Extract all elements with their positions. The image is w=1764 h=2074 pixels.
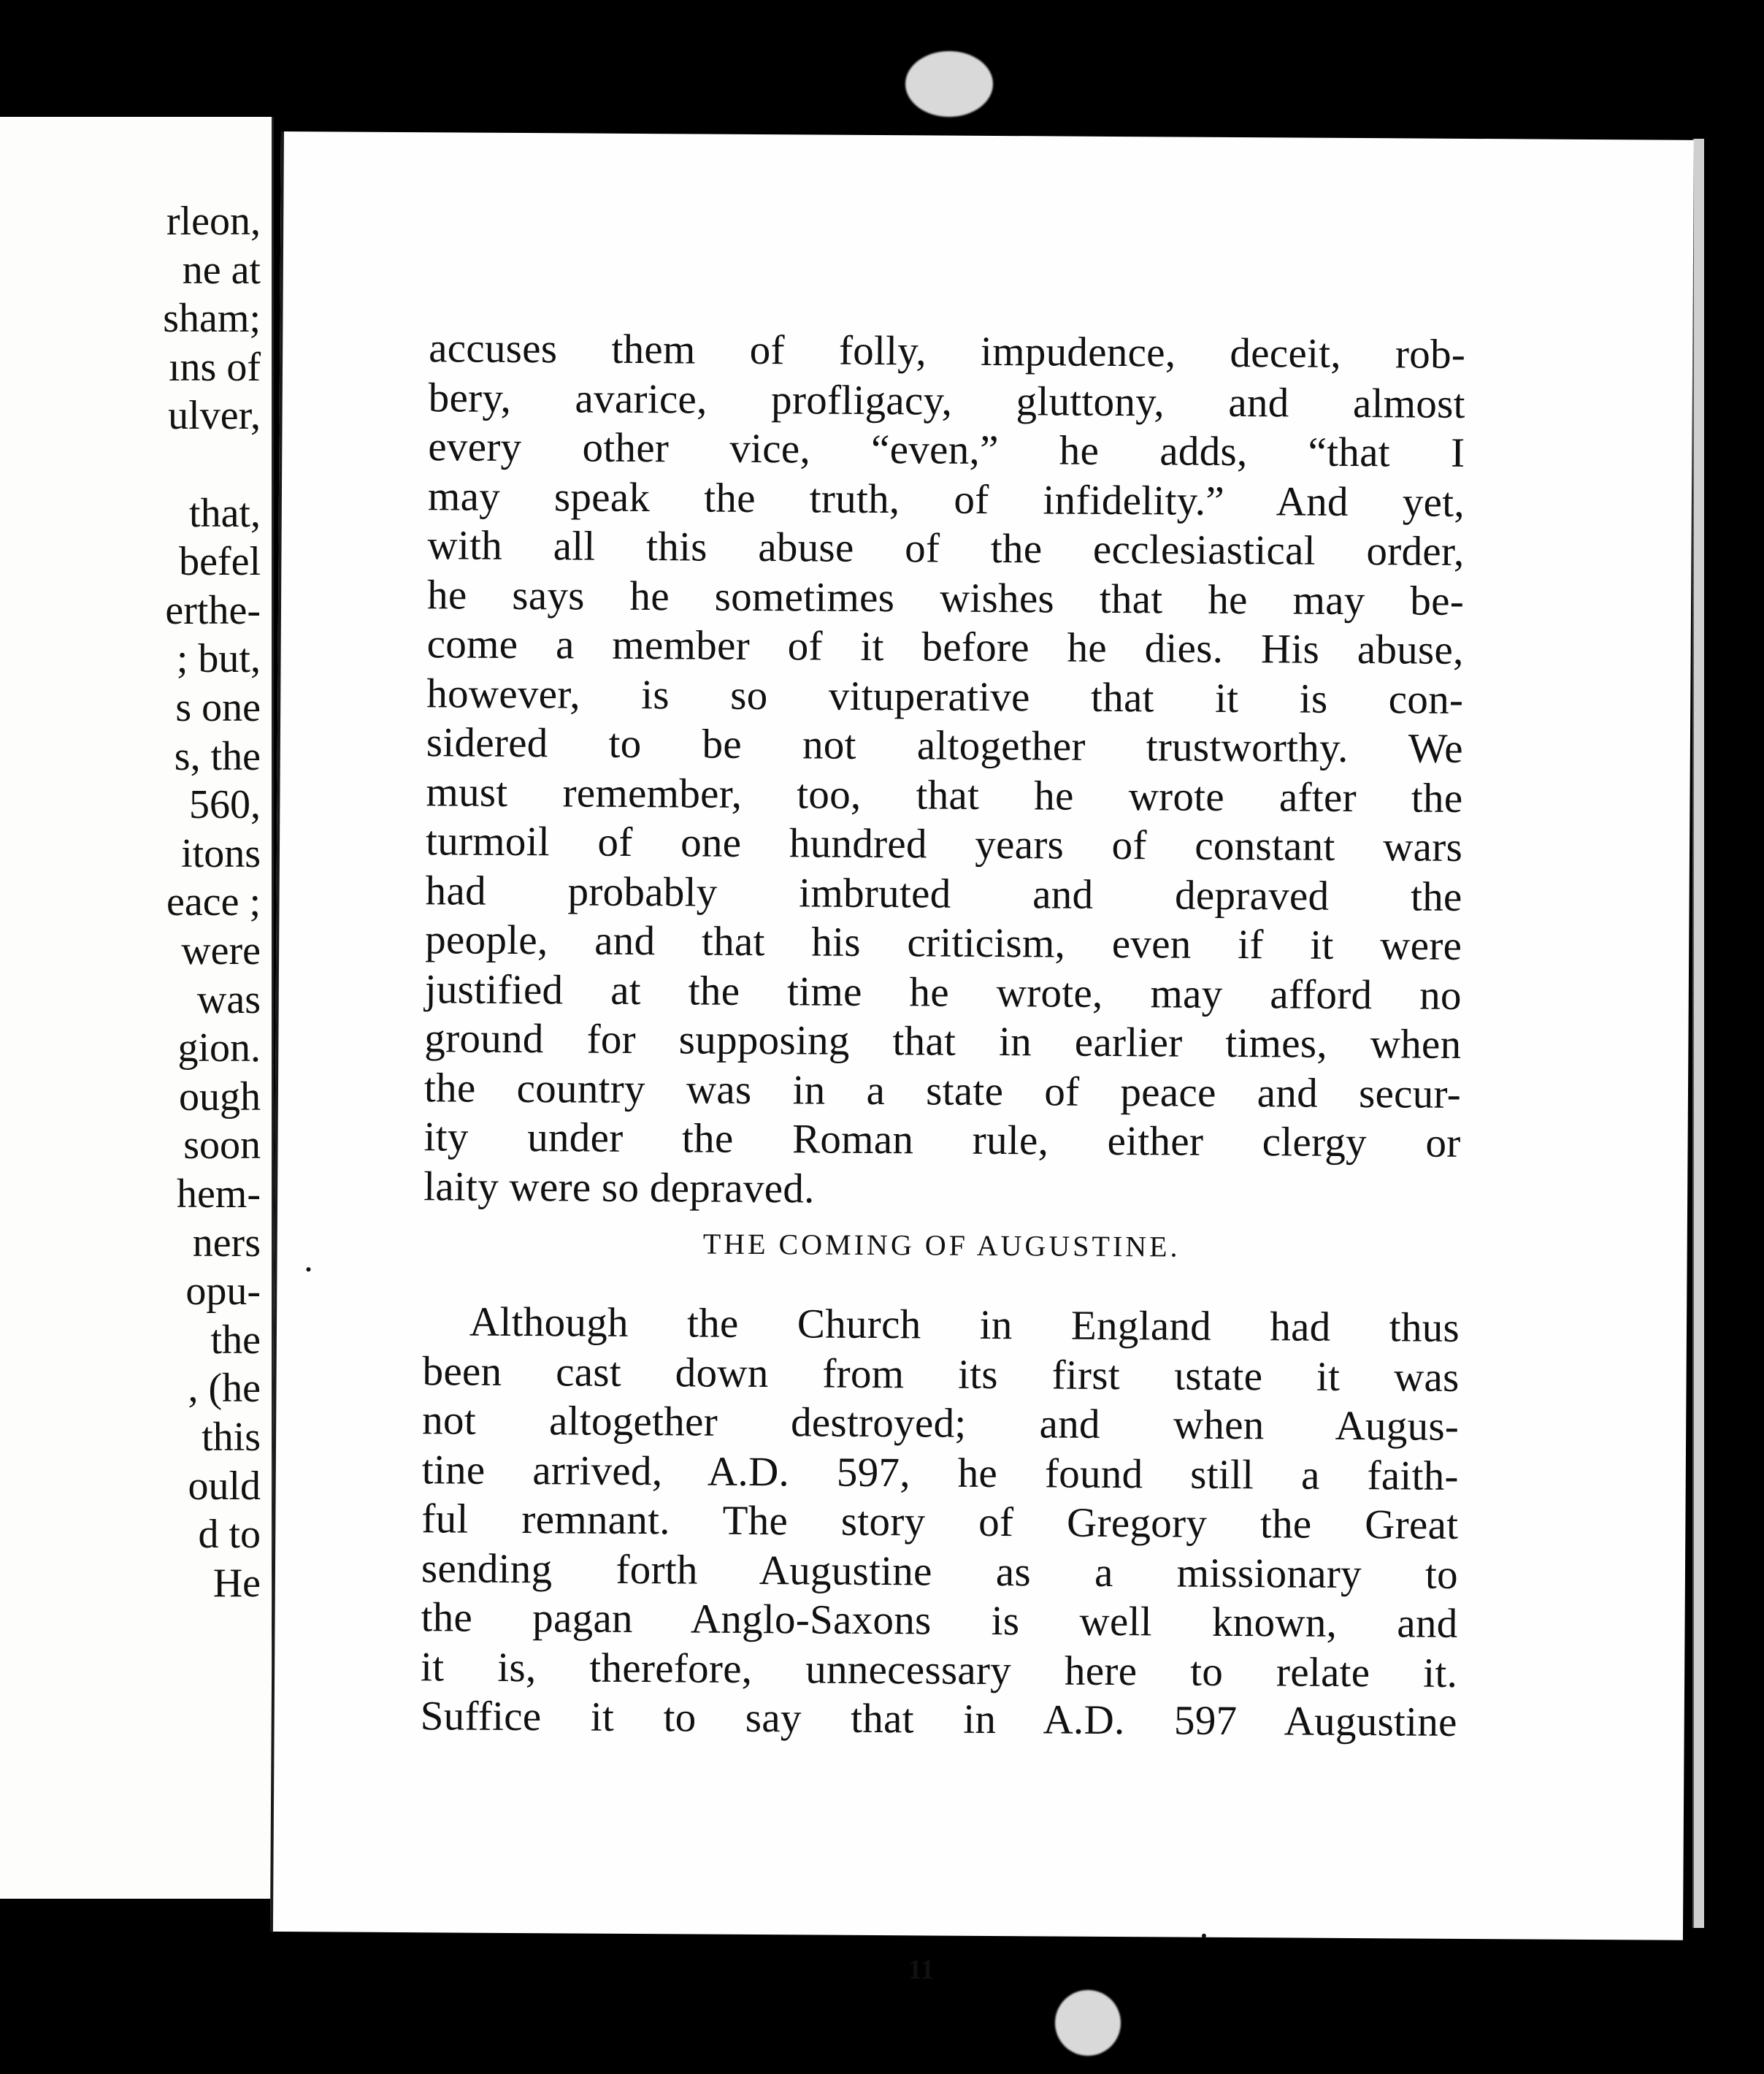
facing-page-line: He xyxy=(212,1560,261,1606)
page-edge xyxy=(1692,139,1704,1928)
facing-page-line: this xyxy=(202,1415,261,1460)
facing-page-line: ne at xyxy=(182,247,261,293)
text-line: been cast down from its first ιstate it was xyxy=(422,1347,1460,1401)
facing-page-line: ough xyxy=(179,1074,261,1120)
text-line: he says he sometimes wishes that he may be- xyxy=(426,571,1465,624)
text-line: every other vice, “even,” he adds, “that I xyxy=(428,424,1465,476)
text-line: not altogether destroyed; and when Augus- xyxy=(422,1397,1460,1450)
facing-page-line: soon xyxy=(183,1122,261,1168)
text-line: the pagan Anglo-Saxons is well known, and xyxy=(421,1594,1458,1647)
text-line: sending forth Augustine as a missionary to xyxy=(421,1545,1459,1598)
text-line: may speak the truth, of infidelity.” And yet, xyxy=(427,472,1465,526)
text-line: however, is so vituperative that it is con- xyxy=(426,670,1464,723)
facing-page-line: befel xyxy=(179,539,261,585)
text-line: Suffice it to say that in A.D. 597 Augustine xyxy=(420,1693,1457,1745)
text-line: must remember, too, that he wrote after the xyxy=(426,768,1463,822)
page-number: 11 xyxy=(908,1954,935,1986)
facing-page-line: itons xyxy=(181,830,261,876)
facing-page-line: ulver, xyxy=(168,393,261,439)
facing-page-line: erthe- xyxy=(165,587,261,633)
facing-page-line: gion. xyxy=(177,1025,261,1071)
facing-page-line: ners xyxy=(192,1220,261,1266)
text-line: ful remnant. The story of Gregory the Great xyxy=(421,1496,1459,1548)
book-page xyxy=(270,131,1694,1986)
paragraph-1 xyxy=(423,324,1465,1217)
text-line: turmoil of one hundred years of constant wars xyxy=(425,818,1463,870)
margin-mark xyxy=(306,1267,310,1271)
facing-page-line: ould xyxy=(188,1463,261,1509)
facing-page-text xyxy=(0,117,272,1899)
text-line: tine arrived, A.D. 597, he found still a faith- xyxy=(421,1446,1459,1499)
text-line: sidered to be not altogether trustworthy. We xyxy=(426,719,1464,772)
text-line: ity under the Roman rule, either clergy or xyxy=(423,1114,1461,1166)
facing-page-line: d to xyxy=(198,1512,261,1558)
text-line: had probably imbruted and depraved the xyxy=(425,867,1462,920)
text-line: bery, avarice, profligacy, gluttony, and almost xyxy=(428,374,1465,427)
margin-mark xyxy=(1202,1934,1206,1938)
dust-speck-bottom xyxy=(1055,1990,1121,2056)
text-line: laity were so depraved. xyxy=(423,1163,815,1212)
dust-speck-top xyxy=(905,51,993,117)
facing-page-line: 560, xyxy=(189,782,261,828)
text-line: justified at the time he wrote, may afford no xyxy=(424,965,1462,1019)
facing-page-line: s one xyxy=(175,685,261,730)
facing-page-line: hem- xyxy=(176,1171,261,1217)
text-line: people, and that his criticism, even if it were xyxy=(425,917,1462,969)
facing-page-line: ıns of xyxy=(169,344,261,390)
facing-page-line: rleon, xyxy=(166,199,261,244)
text-line: accuses them of folly, impudence, deceit, rob- xyxy=(428,325,1466,378)
facing-page-left xyxy=(0,117,274,1899)
facing-page-line: eace ; xyxy=(166,879,261,925)
facing-page-line: s, the xyxy=(174,733,261,779)
text-line: ground for supposing that in earlier times, when xyxy=(424,1015,1462,1068)
facing-page-line: ; but, xyxy=(176,636,261,682)
facing-page-line: opu- xyxy=(185,1268,261,1315)
text-line: it is, therefore, unnecessary here to relate it. xyxy=(420,1643,1458,1696)
text-line: Although the Church in England had thus xyxy=(469,1298,1460,1351)
facing-page-line: that, xyxy=(189,490,261,536)
facing-page-line: , (he xyxy=(188,1366,261,1412)
facing-page-line: sham; xyxy=(163,296,261,342)
text-line: with all this abuse of the ecclesiastical order, xyxy=(427,522,1465,575)
paragraph-2 xyxy=(421,1297,1460,1747)
section-heading: THE COMING OF AUGUSTINE. xyxy=(702,1227,1181,1263)
text-line: come a member of it before he dies. His abuse, xyxy=(426,621,1464,673)
facing-page-line: were xyxy=(181,928,261,973)
text-line: the country was in a state of peace and secur- xyxy=(423,1064,1462,1117)
facing-page-line: the xyxy=(210,1317,261,1363)
facing-page-line: was xyxy=(196,976,261,1022)
